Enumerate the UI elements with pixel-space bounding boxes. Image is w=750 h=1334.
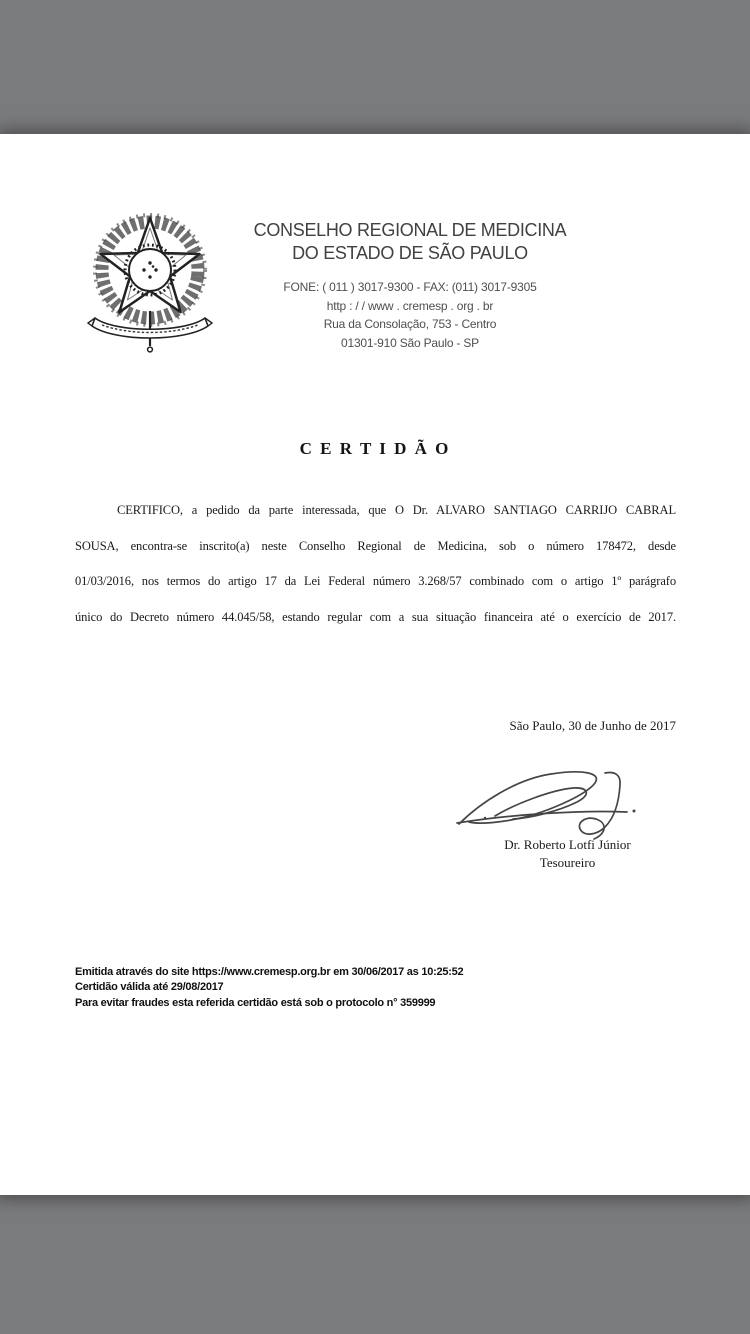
certificate-body xyxy=(75,493,676,635)
footer-validity-line: Certidão válida até 29/08/2017 xyxy=(75,981,224,994)
org-name-line1: CONSELHO REGIONAL DE MEDICINA xyxy=(253,220,567,240)
org-contact-info xyxy=(210,278,610,353)
document-page xyxy=(0,134,750,1195)
footer-emission-line: Emitida através do site https://www.cremesp.org.br em 30/06/2017 as 10:25:52 xyxy=(75,966,464,978)
body-line-2: SOUSA, encontra-se inscrito(a) neste Conselho Regional de Medicina, sob o número 178472, desde xyxy=(75,538,676,553)
viewer-chrome-bottom xyxy=(0,1195,750,1334)
viewer-chrome-top xyxy=(0,0,750,134)
contact-website: http : / / www . cremesp . org . br xyxy=(326,298,494,313)
body-line-1: CERTIFICO, a pedido da parte interessada, que O Dr. ALVARO SANTIAGO CARRIJO CABRAL xyxy=(117,503,676,517)
footer-protocol-line: Para evitar fraudes esta referida certidão está sob o protocolo n° 359999 xyxy=(75,996,436,1009)
signer-name: Dr. Roberto Lotfi Júnior xyxy=(504,837,631,852)
contact-phone-fax: FONE: ( 011 ) 3017-9300 - FAX: (011) 3017-9305 xyxy=(283,280,537,294)
emission-footer xyxy=(75,965,615,1011)
contact-city-zip: 01301-910 São Paulo - SP xyxy=(341,336,479,351)
org-name-line2: DO ESTADO DE SÃO PAULO xyxy=(292,243,528,263)
signer-title: Tesoureiro xyxy=(539,854,596,870)
contact-address: Rua da Consolação, 753 - Centro xyxy=(323,317,497,332)
document-title: C E R T I D Ã O xyxy=(299,439,451,458)
brazil-coat-of-arms-logo xyxy=(85,204,215,356)
org-name xyxy=(210,219,610,265)
signer-block xyxy=(460,836,675,871)
body-line-4: único do Decreto número 44.045/58, estando regular com a sua situação financeira até o exercício de 2017. xyxy=(75,609,676,624)
body-line-3: 01/03/2016, nos termos do artigo 17 da Lei Federal número 3.268/57 combinado com o artigo 1º parágrafo xyxy=(75,574,676,588)
signature xyxy=(453,766,650,846)
place-date: São Paulo, 30 de Junho de 2017 xyxy=(509,718,676,733)
